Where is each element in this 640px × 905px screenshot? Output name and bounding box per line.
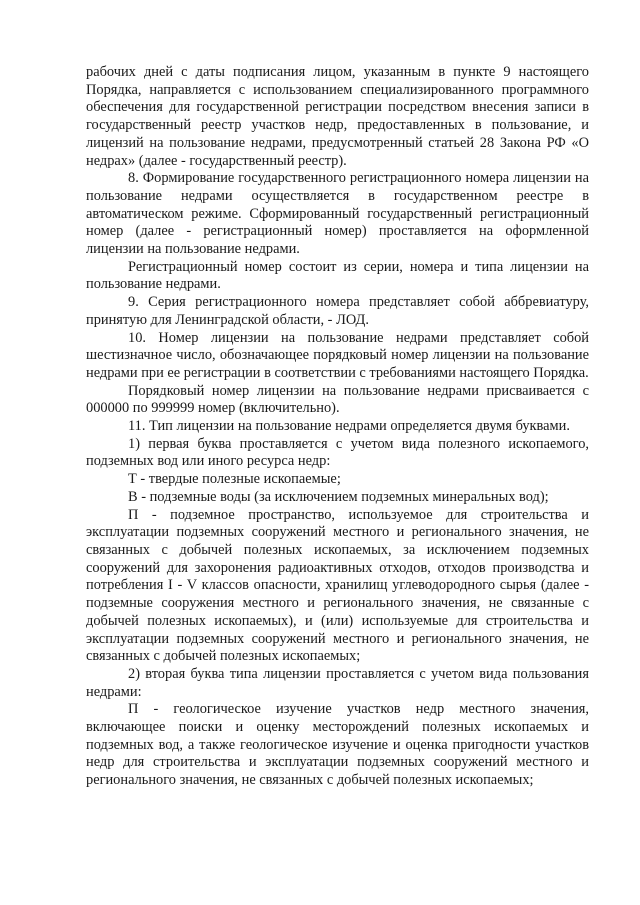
paragraph-registration-number: Регистрационный номер состоит из серии, номера и типа лицензии на пользование недрами. bbox=[86, 258, 589, 293]
paragraph-first-letter: 1) первая буква проставляется с учетом вида полезного ископаемого, подземных вод или иного ресурса недр: bbox=[86, 435, 589, 470]
document-page bbox=[86, 64, 589, 790]
paragraph-item-10: 10. Номер лицензии на пользование недрами представляет собой шестизначное число, обозначающее порядковый номер лицензии на пользование недрами при ее регистрации в соответствии с требованиями настоящего Порядка. bbox=[86, 329, 589, 381]
paragraph-sequence-number: Порядковый номер лицензии на пользование недрами присваивается с 000000 по 999999 номер (включительно). bbox=[86, 382, 589, 417]
paragraph-second-letter: 2) вторая буква типа лицензии проставляется с учетом вида пользования недрами: bbox=[86, 665, 589, 700]
paragraph-item-9: 9. Серия регистрационного номера представляет собой аббревиатуру, принятую для Ленинградской области, - ЛОД. bbox=[86, 294, 589, 328]
paragraph-letter-p-study: П - геологическое изучение участков недр местного значения, включающее поиски и оценку месторождений полезных ископаемых и подземных вод, а также геологическое изучение и оценка пригодности участков недр для строительства и эксплуатации подземных сооружений местного и регионального значения, не связанных с добычей полезных ископаемых; bbox=[86, 701, 589, 789]
paragraph-continuation: рабочих дней с даты подписания лицом, указанным в пункте 9 настоящего Порядка, направляется с использованием специализированного программного обеспечения для государственной регистрации посредством внесения записи в государственный реестр участков недр, предоставленных в пользование, и лицензий на пользование недрами, предусмотренный статьей 28 Закона РФ «О недрах» (далее - государственный реестр). bbox=[86, 64, 589, 169]
paragraph-item-11: 11. Тип лицензии на пользование недрами определяется двумя буквами. bbox=[128, 418, 570, 435]
paragraph-letter-t: Т - твердые полезные ископаемые; bbox=[128, 471, 341, 488]
paragraph-item-8: 8. Формирование государственного регистрационного номера лицензии на пользование недрами осуществляется в государственном реестре в автоматическом режиме. Сформированный государственный регистрационный номер (далее - регистрационный номер) проставляется на оформленной лицензии на пользование недрами. bbox=[86, 170, 589, 258]
paragraph-letter-p-space: П - подземное пространство, используемое для строительства и эксплуатации подземных сооружений местного и регионального значения, не связанных с добычей полезных ископаемых, за исключением подземных сооружений для захоронения радиоактивных отходов, отходов производства и потребления I - V классов опасности, хранилищ углеводородного сырья (далее - подземные сооружения местного и регионального значения, не связанные с добычей полезных ископаемых), и (или) используемые для строительства и эксплуатации подземных сооружений местного и регионального значения, не связанных с добычей полезных ископаемых; bbox=[86, 506, 589, 665]
paragraph-letter-v: В - подземные воды (за исключением подземных минеральных вод); bbox=[128, 488, 549, 505]
